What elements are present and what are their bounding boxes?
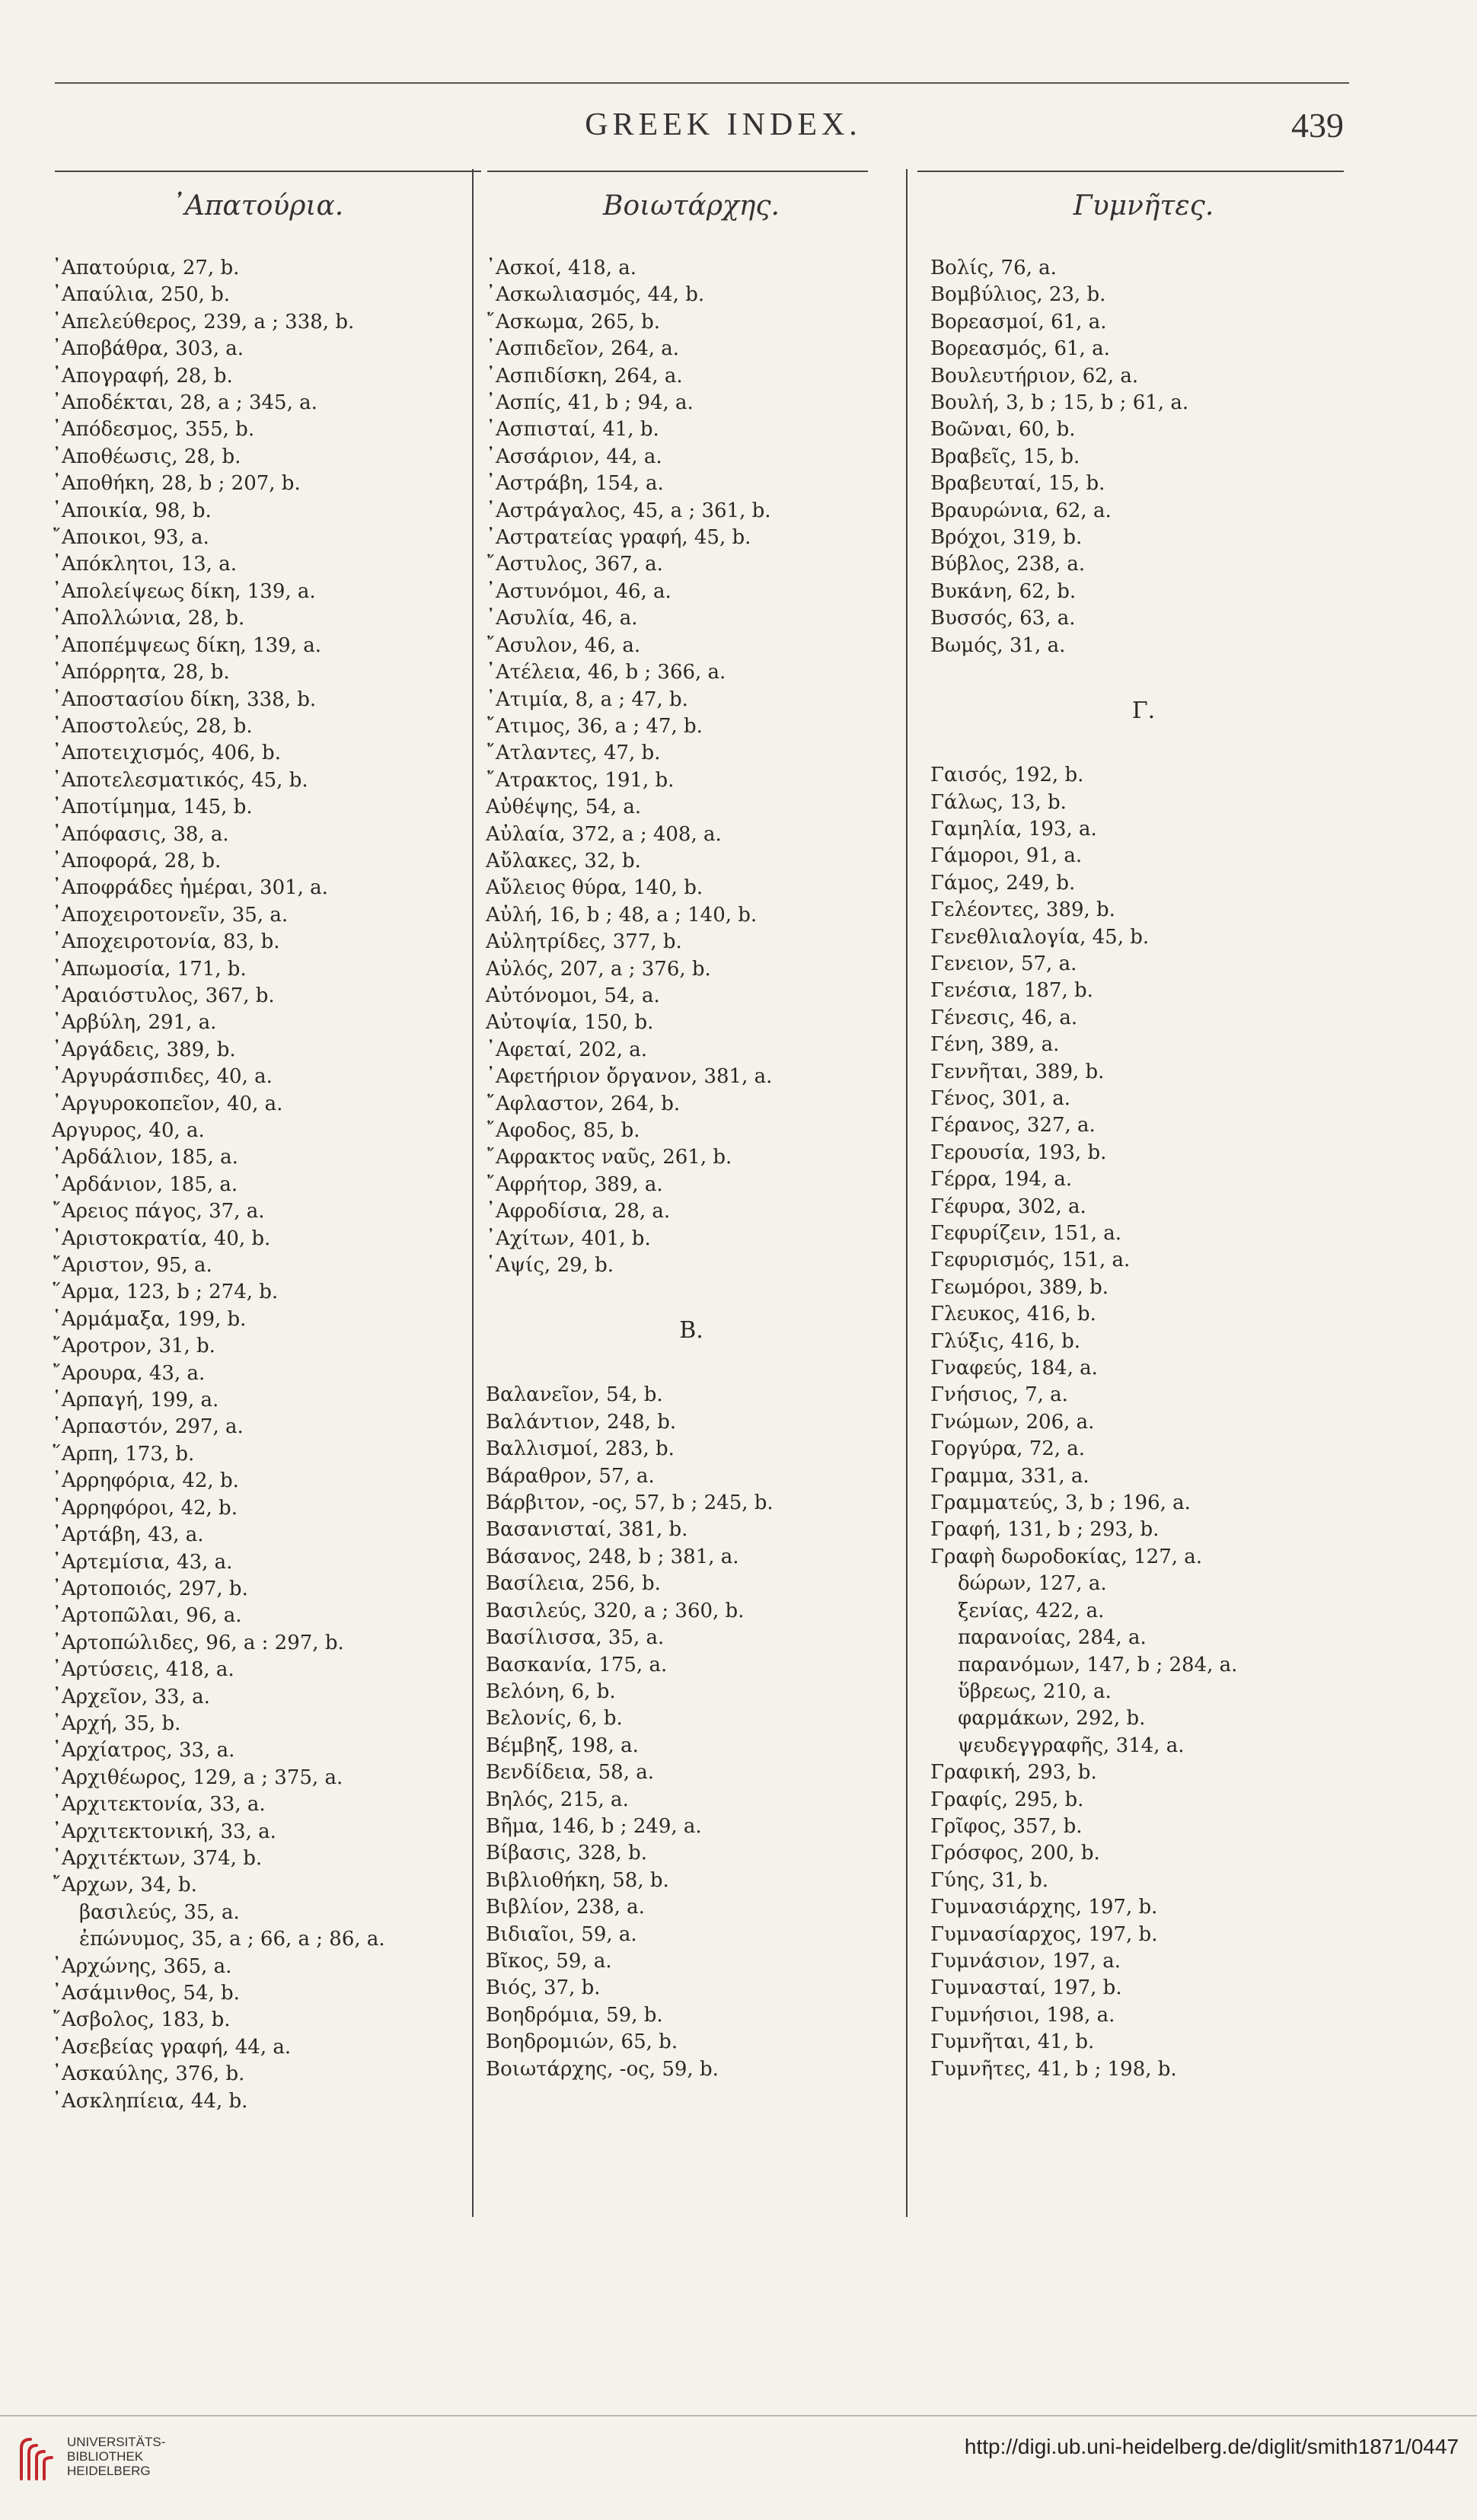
index-entry: Βάσανος, 248, b ; 381, a. [486,1545,739,1568]
col2-top-rule [487,171,868,172]
index-entry: Γναφεύς, 184, a. [930,1357,1098,1380]
index-entry: ῎Ασυλον, 46, a. [486,633,641,657]
index-entry: Γενειον, 57, a. [930,952,1077,975]
index-entry: Γένος, 301, a. [930,1086,1070,1110]
index-subentry: ψευδεγγραφῆς, 314, a. [958,1734,1185,1757]
index-entry: Γένεσις, 46, a. [930,1006,1078,1029]
index-entry: Γύης, 31, b. [930,1868,1049,1892]
index-entry: Βιβλιοθήκη, 58, b. [486,1868,669,1892]
index-entry: ῎Αφρακτος ναῦς, 261, b. [486,1146,732,1169]
index-entry: ᾿Ασκωλιασμός, 44, b. [486,283,705,307]
index-entry: ᾿Ασεβείας γραφή, 44, a. [52,2035,292,2059]
index-entry: ᾿Αποδέκται, 28, a ; 345, a. [52,391,317,415]
index-entry: ᾿Αρχίατρος, 33, a. [52,1739,235,1762]
index-entry: ᾿Αποστασίου δίκη, 338, b. [52,687,317,711]
index-entry: ῎Ατρακτος, 191, b. [486,768,675,792]
index-entry: ῎Ασβολος, 183, b. [52,2008,231,2032]
index-entry: Βελονίς, 6, b. [486,1707,623,1731]
index-entry: ᾿Αποστολεύς, 28, b. [52,714,253,738]
index-entry: Βηλός, 215, a. [486,1788,629,1811]
index-entry: Γυμνασταί, 197, b. [930,1976,1122,2000]
index-entry: ᾿Αρχώνης, 365, a. [52,1954,232,1978]
index-entry: ᾿Απολλώνια, 28, b. [52,607,245,630]
index-entry: Βοηδρομιών, 65, b. [486,2030,678,2054]
index-entry: Γραμματεύς, 3, b ; 196, a. [930,1491,1191,1515]
index-entry: ᾿Απατούρια, 27, b. [52,257,240,279]
index-entry: Βραυρώνια, 62, a. [930,499,1112,522]
index-entry: Γυμνάσιον, 197, a. [930,1949,1121,1973]
index-entry: Γυμνῆτες, 41, b ; 198, b. [930,2057,1177,2081]
index-entry: ᾿Ασσάριον, 44, a. [486,445,662,468]
index-entry: Γυμνήσιοι, 198, a. [930,2003,1115,2027]
column-divider-right [906,169,908,2217]
source-url-link[interactable]: http://digi.ub.uni-heidelberg.de/diglit/smith1871/0447 [964,2435,1459,2458]
index-entry: Βασίλισσα, 35, a. [486,1626,665,1650]
index-entry: Γάμος, 249, b. [930,871,1076,895]
index-entry: ῎Αροτρον, 31, b. [52,1335,215,1358]
index-entry: ᾿Αποπέμψεως δίκη, 139, a. [52,633,321,657]
index-entry: ᾿Αποθήκη, 28, b ; 207, b. [52,472,301,496]
footer-rule [0,2415,1477,2416]
index-entry: ᾿Αρβύλη, 291, a. [52,1011,217,1035]
index-entry: ῎Ασκωμα, 265, b. [486,310,661,333]
index-entry: ᾿Ασκληπίεια, 44, b. [52,2089,248,2113]
index-entry: Αὐλαία, 372, a ; 408, a. [486,822,722,846]
index-entry: ᾿Αποχειροτονεῖν, 35, a. [52,903,289,927]
index-column-3 [930,190,1357,2083]
page-number: 439 [1291,106,1344,145]
section-letter: Γ. [1131,697,1156,725]
index-entry: Βορεασμός, 61, a. [930,337,1110,361]
index-entry: Γοργύρα, 72, a. [930,1437,1086,1461]
index-entry: ῞Αρπη, 173, b. [52,1442,195,1466]
index-entry: Βουλευτήριον, 62, a. [930,364,1139,388]
index-entry: ῾Αρπαστόν, 297, a. [52,1415,244,1439]
column-divider-left [472,169,474,2217]
index-entry: ᾿Αποτειχισμός, 406, b. [52,742,281,765]
index-subentry: δώρων, 127, a. [958,1572,1107,1596]
index-column-1 [52,190,463,2115]
index-entry: Γνώμων, 206, a. [930,1410,1095,1434]
index-entry: ῞Αρμα, 123, b ; 274, b. [52,1281,279,1304]
index-entry: Γραφική, 293, b. [930,1761,1097,1785]
index-entry: ᾿Αρτεμίσια, 43, a. [52,1550,233,1574]
library-line: UNIVERSITÄTS- [67,2435,166,2449]
index-entry: Γραφὴ δωροδοκίας, 127, a. [930,1545,1203,1568]
index-entry: ᾿Ατέλεια, 46, b ; 366, a. [486,661,726,684]
index-entry: ᾿Αρδάνιον, 185, a. [52,1172,238,1196]
column-heading: Γυμνῆτες. [1073,190,1214,222]
index-subentry: ὕβρεως, 210, a. [958,1679,1112,1703]
index-column-2 [486,190,897,2083]
index-entry: Γαμηλία, 193, a. [930,817,1097,841]
index-entry: ᾿Αποικία, 98, b. [52,499,212,522]
index-entry: Βασκανία, 175, a. [486,1653,668,1676]
index-entry: ᾿Ασπιδίσκη, 264, a. [486,364,683,388]
index-entry: Γάλως, 13, b. [930,790,1067,814]
index-entry: ᾿Αστυνόμοι, 46, a. [486,579,672,603]
index-entry: ῎Αφοδος, 85, b. [486,1119,640,1142]
index-entry: ᾿Αρτύσεις, 418, a. [52,1658,234,1682]
index-entry: Βραβευταί, 15, b. [930,472,1105,496]
index-entry: Αὐθέψης, 54, a. [486,796,642,819]
index-entry: Γεφυρισμός, 151, a. [930,1249,1131,1272]
index-entry: ῎Αρειος πάγος, 37, a. [52,1200,265,1223]
index-entry: Γραμμα, 331, a. [930,1464,1089,1488]
library-line: BIBLIOTHEK [67,2449,144,2464]
index-entry: Βέμβηξ, 198, a. [486,1734,639,1757]
index-entry: ᾿Αργυράσπιδες, 40, a. [52,1065,273,1089]
index-entry: Βοιωτάρχης, -ος, 59, b. [486,2057,719,2081]
index-entry: Βωμός, 31, a. [930,633,1066,657]
index-entry: Βῆμα, 146, b ; 249, a. [486,1814,702,1838]
index-entry: Βοῶναι, 60, b. [930,418,1076,442]
index-entry: ᾿Αρχιθέωρος, 129, a ; 375, a. [52,1766,343,1789]
index-entry: Γερουσία, 193, b. [930,1140,1107,1164]
index-entry: Γλευκος, 416, b. [930,1303,1096,1326]
index-entry: ᾿Αχίτων, 401, b. [486,1227,651,1250]
index-entry: ῾Αρμάμαξα, 199, b. [52,1307,247,1331]
index-entry: Βυσσός, 63, a. [930,607,1076,630]
index-entry: ᾿Αφεταί, 202, a. [486,1038,648,1061]
library-name [67,2435,165,2478]
index-entry: ῎Αφρήτορ, 389, a. [486,1172,663,1196]
index-entry: ῎Αστυλος, 367, a. [486,553,663,576]
index-entry: Αὐτόνομοι, 54, a. [486,984,660,1007]
index-entry: Γεννῆται, 389, b. [930,1060,1105,1083]
index-entry: Βάρβιτον, -ος, 57, b ; 245, b. [486,1491,774,1515]
index-entry: Γνήσιος, 7, a. [930,1383,1068,1407]
index-entry: ᾿Αποτελεσματικός, 45, b. [52,768,308,792]
index-subentry: φαρμάκων, 292, b. [958,1707,1146,1731]
library-line: HEIDELBERG [67,2464,151,2478]
index-entry: ᾿Απολείψεως δίκη, 139, a. [52,579,316,603]
index-entry: Βουλή, 3, b ; 15, b ; 61, a. [930,391,1189,415]
index-entry: ῎Ατλαντες, 47, b. [486,742,661,765]
index-entry: ᾿Απαύλια, 250, b. [52,283,231,307]
index-entry: Γέρανος, 327, a. [930,1114,1096,1137]
index-entry: ᾿Αργυροκοπεῖον, 40, a. [52,1092,283,1115]
index-entry: Βενδίδεια, 58, a. [486,1761,655,1785]
index-entry: ᾿Απόφασις, 38, a. [52,822,229,846]
index-entry: ῎Αποικοι, 93, a. [52,526,209,550]
index-entry: ᾿Ασκαύλης, 376, b. [52,2062,245,2086]
index-entry: ᾿Αποθέωσις, 28, b. [52,445,241,468]
index-entry: ᾿Αστράβη, 154, a. [486,472,664,496]
col1-top-rule [55,171,481,172]
index-entry: Βάραθρον, 57, a. [486,1464,655,1488]
index-entry: ᾿Αρτοπῶλαι, 96, a. [52,1604,242,1628]
index-entry: Γραφή, 131, b ; 293, b. [930,1518,1160,1542]
index-entry: ᾿Αρρηφόροι, 42, b. [52,1496,238,1520]
index-entry: ᾿Ατιμία, 8, a ; 47, b. [486,687,688,711]
index-entry: Αὐλητρίδες, 377, b. [486,930,682,954]
index-entry: ᾿Αρτάβη, 43, a. [52,1523,204,1547]
index-entry: Γελέοντες, 389, b. [930,898,1115,922]
index-entry: Γενέσια, 187, b. [930,979,1093,1003]
index-entry: ᾿Αποχειροτονία, 83, b. [52,930,280,954]
university-library-logo-icon [14,2433,59,2487]
index-subentry: βασιλεύς, 35, a. [79,1900,240,1924]
index-entry: ῎Αριστον, 95, a. [52,1254,212,1278]
index-entry: Βασιλεύς, 320, a ; 360, b. [486,1599,745,1622]
index-entry: ᾿Απόδεσμος, 355, b. [52,418,255,442]
index-entry: ᾿Αρχή, 35, b. [52,1711,181,1735]
index-entry: Αὐτοψία, 150, b. [486,1011,654,1035]
index-entry: Γένη, 389, a. [930,1033,1060,1057]
index-entry: ᾿Ασκοί, 418, a. [486,257,637,279]
index-entry: ᾿Ασάμινθος, 54, b. [52,1982,240,2005]
index-entry: Βαλλισμοί, 283, b. [486,1437,675,1461]
index-entry: ᾿Αρχιτεκτονία, 33, a. [52,1793,266,1817]
index-entry: ᾿Αποβάθρα, 303, a. [52,337,244,361]
index-entry: Βιβλίον, 238, a. [486,1896,645,1919]
index-entry: Γρόσφος, 200, b. [930,1842,1100,1865]
index-entry: Βύβλος, 238, a. [930,553,1086,576]
index-entry: Γενεθλιαλογία, 45, b. [930,925,1150,949]
index-entry: Βαλανεῖον, 54, b. [486,1383,663,1407]
index-entry: ᾿Αρτοποιός, 297, b. [52,1577,248,1600]
index-entry: Βασίλεια, 256, b. [486,1572,661,1596]
header-top-rule [55,82,1349,84]
index-entry: Γεωμόροι, 389, b. [930,1275,1109,1299]
index-entry: ᾿Ασπιδεῖον, 264, a. [486,337,680,361]
index-entry: ᾿Αστράγαλος, 45, a ; 361, b. [486,499,771,522]
index-entry: ᾿Αποφορά, 28, b. [52,849,222,872]
index-entry: Βολίς, 76, a. [930,257,1057,279]
index-entry: Γυμνῆται, 41, b. [930,2030,1095,2054]
index-entry: Γλύξις, 416, b. [930,1329,1080,1353]
index-entry: ᾿Αριστοκρατία, 40, b. [52,1227,271,1250]
column-heading: Βοιωτάρχης. [603,190,780,222]
index-entry: ᾿Αραιόστυλος, 367, b. [52,984,275,1007]
index-entry: ᾿Αποτίμημα, 145, b. [52,796,253,819]
index-entry: ᾿Αρχιτέκτων, 374, b. [52,1846,263,1870]
index-entry: ῎Ατιμος, 36, a ; 47, b. [486,714,703,738]
index-entry: Βιός, 37, b. [486,1976,601,2000]
index-entry: ᾿Αργάδεις, 389, b. [52,1038,236,1061]
index-entry: ᾿Αφετήριον ὄργανον, 381, a. [486,1065,773,1089]
running-header: GREEK INDEX. [585,107,862,142]
index-entry: Βασανισταί, 381, b. [486,1518,688,1542]
index-entry: Γρῖφος, 357, b. [930,1814,1083,1838]
index-entry: Γυμνασίαρχος, 197, b. [930,1922,1158,1946]
index-entry: ᾿Αποφράδες ἡμέραι, 301, a. [52,876,328,900]
column-heading: ᾿Απατούρια. [171,190,344,222]
index-entry: ῎Αρχων, 34, b. [52,1874,197,1897]
index-entry: ᾿Αρρηφόρια, 42, b. [52,1469,239,1493]
index-entry: ᾿Αφροδίσια, 28, a. [486,1200,671,1223]
index-entry: ῎Αρουρα, 43, a. [52,1361,206,1385]
index-entry: ᾿Απελεύθερος, 239, a ; 338, b. [52,310,355,333]
index-entry: ᾿Απογραφή, 28, b. [52,364,233,388]
index-entry: Βορεασμοί, 61, a. [930,310,1107,333]
index-entry: ᾿Ασπίς, 41, b ; 94, a. [486,391,694,415]
index-entry: ᾿Απόκλητοι, 13, a. [52,553,237,576]
index-entry: Αὐλή, 16, b ; 48, a ; 140, b. [486,903,758,927]
index-subentry: παρανοίας, 284, a. [958,1626,1147,1650]
index-entry: ᾿Απόρρητα, 28, b. [52,661,230,684]
index-entry: Βίβασις, 328, b. [486,1842,647,1865]
index-entry: ᾿Αρχιτεκτονική, 33, a. [52,1820,276,1843]
index-entry: Βελόνη, 6, b. [486,1679,616,1703]
index-entry: ῎Αφλαστον, 264, b. [486,1092,681,1115]
section-letter: B. [679,1317,703,1345]
index-entry: Βραβεῖς, 15, b. [930,445,1080,468]
index-entry: Βυκάνη, 62, b. [930,579,1077,603]
index-entry: ᾿Ασπισταί, 41, b. [486,418,659,442]
index-entry: ᾿Αστρατείας γραφή, 45, b. [486,526,751,550]
index-subentry: ξενίας, 422, a. [958,1599,1105,1622]
index-subentry: παρανόμων, 147, b ; 284, a. [958,1653,1238,1676]
index-entry: Γέρρα, 194, a. [930,1168,1073,1191]
index-entry: Γραφίς, 295, b. [930,1788,1084,1811]
index-entry: Γαισός, 192, b. [930,764,1084,787]
index-entry: Αὔλακες, 32, b. [486,849,641,872]
index-entry: Γυμνασιάρχης, 197, b. [930,1896,1158,1919]
index-entry: Βομβύλιος, 23, b. [930,283,1106,307]
index-entry: Βοηδρόμια, 59, b. [486,2003,663,2027]
index-entry: ᾿Ασυλία, 46, a. [486,607,638,630]
index-entry: ῾Αψίς, 29, b. [486,1254,614,1278]
index-entry: ῾Αρπαγή, 199, a. [52,1389,219,1412]
col3-top-rule [917,171,1344,172]
index-entry: ᾿Αρτοπώλιδες, 96, a : 297, b. [52,1631,344,1654]
index-entry: Αὐλός, 207, a ; 376, b. [486,957,711,981]
index-entry: ᾿Απωμοσία, 171, b. [52,957,247,981]
index-entry: Βῖκος, 59, a. [486,1949,612,1973]
index-entry: Αὔλειος θύρα, 140, b. [486,876,703,900]
index-entry: Αργυρος, 40, a. [52,1119,205,1142]
index-entry: Βιδιαῖοι, 59, a. [486,1922,637,1946]
index-entry: Βαλάντιον, 248, b. [486,1410,677,1434]
index-entry: Βρόχοι, 319, b. [930,526,1083,550]
index-subentry: ἐπώνυμος, 35, a ; 66, a ; 86, a. [79,1928,385,1951]
index-entry: Γέφυρα, 302, a. [930,1195,1086,1218]
index-entry: ᾿Αρδάλιον, 185, a. [52,1146,238,1169]
index-entry: Γάμοροι, 91, a. [930,844,1083,868]
index-entry: Γεφυρίζειν, 151, a. [930,1222,1122,1245]
index-entry: ᾿Αρχεῖον, 33, a. [52,1685,210,1708]
